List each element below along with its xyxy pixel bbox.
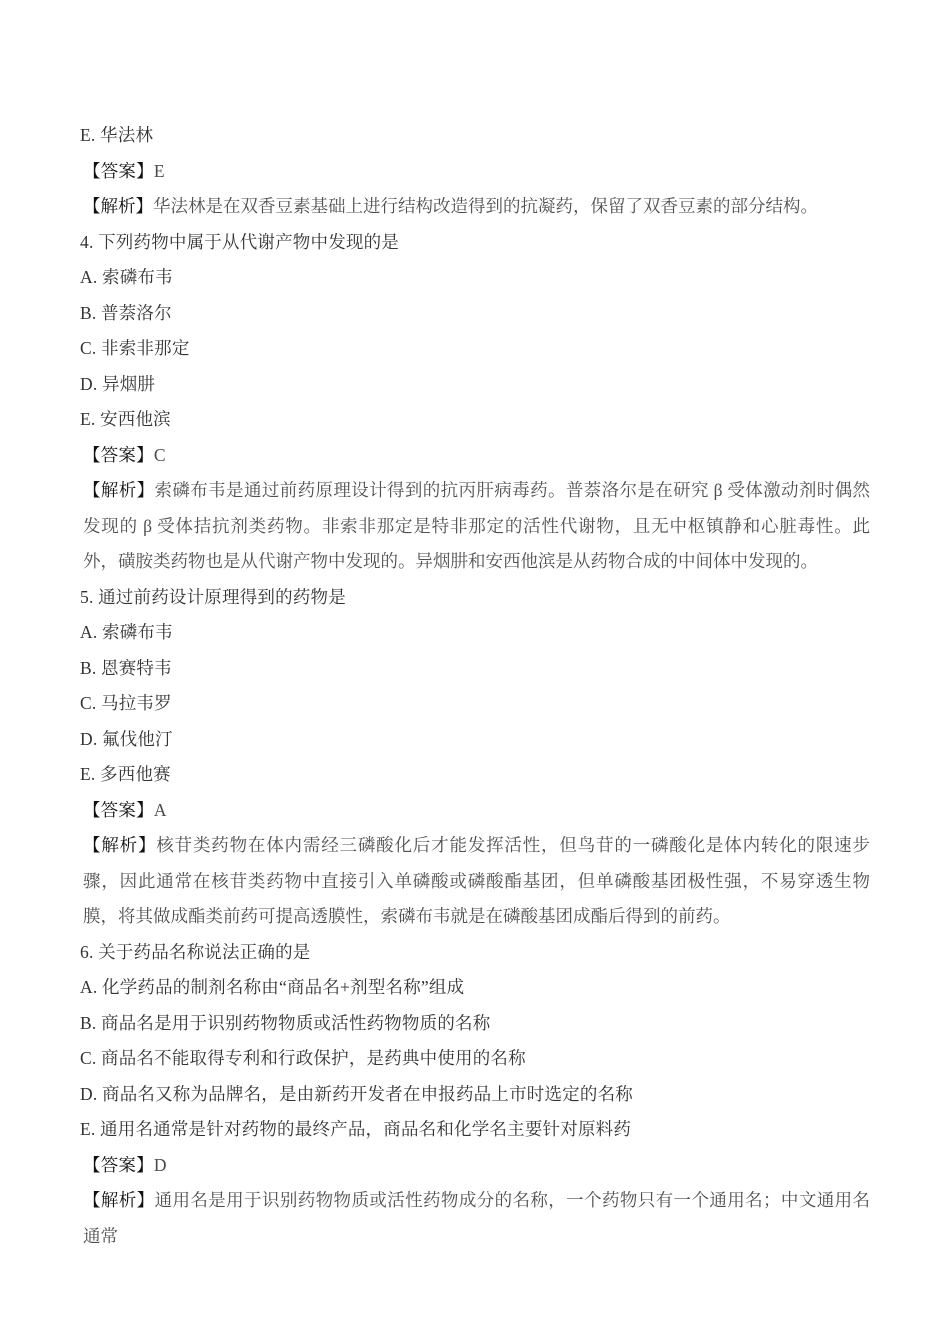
explanation-block [80,189,870,225]
option-item: E. 安西他滨 [80,409,171,429]
option-item: B. 恩赛特韦 [80,657,172,678]
answer-value: A [153,799,167,820]
question-stem: 5. 通过前药设计原理得到的药物是 [80,586,346,607]
explanation-text: 索磷布韦是通过前药原理设计得到的抗丙肝病毒药。普萘洛尔是在研究 β 受体激动剂时偶然发现的 β 受体拮抗剂类药物。非索非那定是特非那定的活性代谢物，且无中枢镇静和心脏毒性。此外，磺胺类药物也是从代谢产物中发现的。异烟肼和安西他滨是从药物合成的中间体中发现的。 [83,480,870,571]
option-item: A. 化学药品的制剂名称由“商品名+剂型名称”组成 [80,977,465,997]
option-item: C. 马拉韦罗 [80,693,172,713]
option-item: E. 华法林 [80,125,154,145]
answer-label: 【答案】 [83,1154,154,1175]
answer-value: D [153,1154,167,1175]
explanation-text: 华法林是在双香豆素基础上进行结构改造得到的抗凝药，保留了双香豆素的部分结构。 [153,196,818,216]
explanation-block [80,473,870,580]
answer-line [80,793,870,829]
question-stem: 6. 关于药品名称说法正确的是 [80,941,311,962]
option-item: B. 普萘洛尔 [80,302,172,323]
explanation-label: 【解析】 [83,480,155,500]
option-item: D. 氟伐他汀 [80,728,173,749]
answer-label: 【答案】 [83,160,154,181]
answer-value: C [153,444,166,465]
answer-line [80,154,870,190]
explanation-label: 【解析】 [83,196,153,216]
question-stem: 4. 下列药物中属于从代谢产物中发现的是 [80,231,399,252]
page-content [80,118,870,1254]
explanation-label: 【解析】 [83,1190,155,1210]
option-item: D. 商品名又称为品牌名，是由新药开发者在申报药品上市时选定的名称 [80,1083,633,1104]
answer-value: E [153,160,165,181]
explanation-block [80,1183,870,1254]
explanation-text: 通用名是用于识别药物物质或活性药物成分的名称，一个药物只有一个通用名；中文通用名通常 [83,1190,870,1246]
explanation-label: 【解析】 [83,835,157,855]
answer-label: 【答案】 [83,799,154,820]
answer-label: 【答案】 [83,444,154,465]
option-item: A. 索磷布韦 [80,622,173,642]
explanation-text: 核苷类药物在体内需经三磷酸化后才能发挥活性，但鸟苷的一磷酸化是体内转化的限速步骤，因此通常在核苷类药物中直接引入单磷酸或磷酸酯基团，但单磷酸基团极性强，不易穿透生物膜，将其做成酯类前药可提高透膜性，索磷布韦就是在磷酸基团成酯后得到的前药。 [83,835,871,926]
answer-line [80,1148,870,1184]
option-item: C. 非索非那定 [80,338,190,358]
option-item: E. 多西他赛 [80,764,171,784]
option-item: D. 异烟肼 [80,373,156,394]
explanation-block [80,828,870,935]
option-item: E. 通用名通常是针对药物的最终产品，商品名和化学名主要针对原料药 [80,1119,632,1139]
option-item: A. 索磷布韦 [80,267,173,287]
option-item: C. 商品名不能取得专利和行政保护，是药典中使用的名称 [80,1048,526,1068]
option-item: B. 商品名是用于识别药物物质或活性药物物质的名称 [80,1012,491,1033]
answer-line [80,438,870,474]
